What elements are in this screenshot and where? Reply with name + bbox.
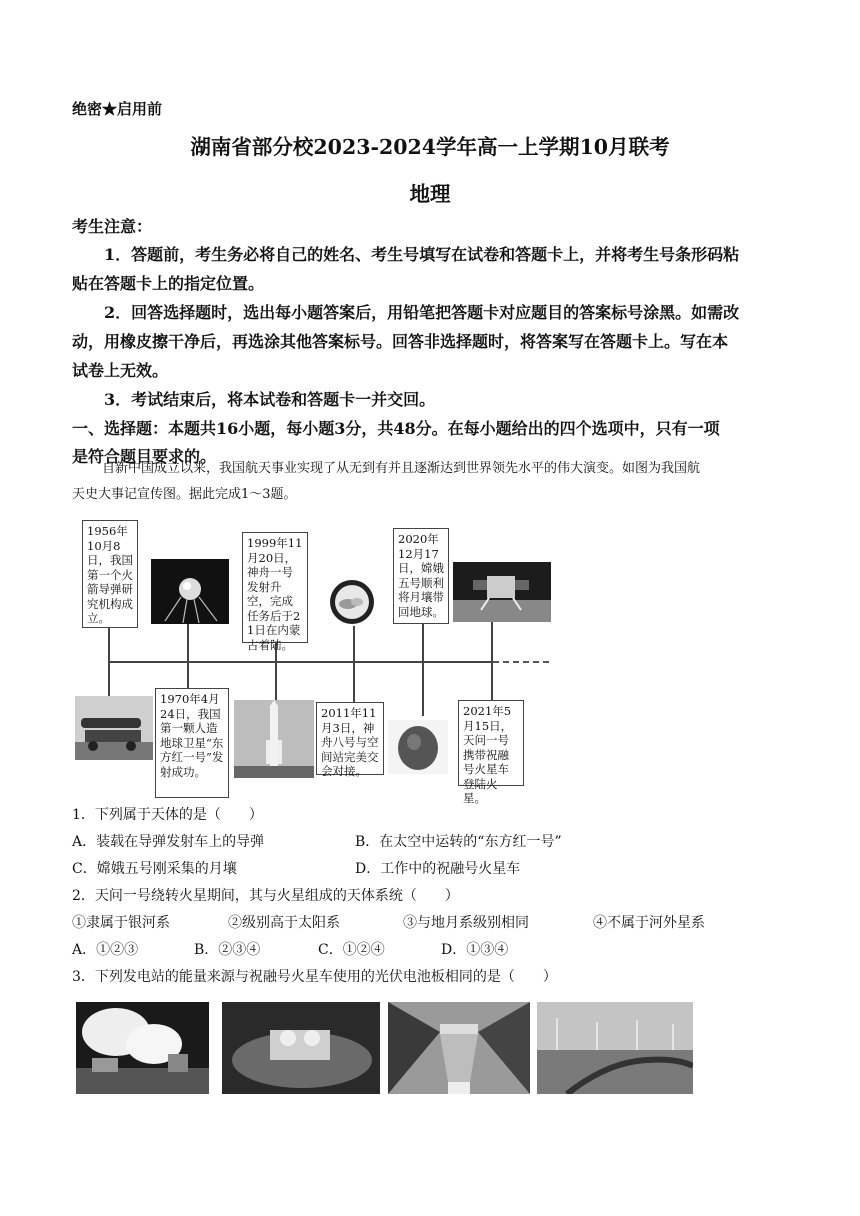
notice-1-line1: 1．答题前，考生务必将自己的姓名、考生号填写在试卷和答题卡上，并将考生号条形码粘: [104, 245, 740, 264]
notice-3-line1: 3．考试结束后，将本试卷和答题卡一并交回。: [104, 390, 436, 409]
q2-option-d[interactable]: D．①③④: [441, 942, 509, 958]
section-heading-line1: 一、选择题：本题共16小题，每小题3分，共48分。在每小题给出的四个选项中，只有一项: [72, 419, 720, 438]
q2-statement-3: ③与地月系级别相同: [403, 915, 529, 931]
event-1956: 1956年10月8日，我国第一个火箭导弹研究机构成立。: [82, 520, 138, 628]
q2-statement-4: ④不属于河外星系: [593, 915, 705, 931]
rocket-launch-photo: [234, 700, 314, 778]
q1-option-d[interactable]: D．工作中的祝融号火星车: [355, 861, 521, 877]
connector: [275, 643, 277, 703]
missile-launcher-photo: [75, 696, 153, 760]
event-1970: 1970年4月24日，我国第一颗人造地球卫星“东方红一号”发射成功。: [155, 688, 229, 798]
wind-farm-photo: [537, 1002, 693, 1094]
mars-rock-photo: [388, 720, 448, 774]
thermal-plant-photo: [76, 1002, 209, 1094]
timeline-axis: [108, 661, 493, 663]
timeline-dashed-extension: [493, 661, 549, 663]
connector: [491, 616, 493, 700]
q2-statement-2: ②级别高于太阳系: [228, 915, 340, 931]
q2-stem: 2．天问一号绕转火星期间，其与火星组成的天体系统（ ）: [72, 888, 459, 904]
q1-stem: 1．下列属于天体的是（ ）: [72, 807, 263, 823]
connector: [187, 618, 189, 696]
lunar-lander-photo: [453, 562, 551, 622]
notice-2-line2: 动，用橡皮擦干净后，再选涂其他答案标号。回答非选择题时，将答案写在答题卡上。写在本: [72, 332, 729, 351]
hydro-plant-photo: [388, 1002, 530, 1094]
q1-option-c[interactable]: C．嫦娥五号刚采集的月壤: [72, 861, 237, 877]
connector: [353, 626, 355, 702]
satellite-photo: [151, 559, 229, 624]
q1-option-a[interactable]: A．装载在导弹发射车上的导弹: [72, 834, 265, 850]
secret-label: 绝密★启用前: [72, 100, 163, 118]
q1-option-b[interactable]: B．在太空中运转的“东方红一号”: [355, 834, 562, 850]
q2-option-a[interactable]: A．①②③: [72, 942, 139, 958]
notice-block: [72, 240, 792, 414]
event-1999: 1999年11月20日，神舟一号发射升空，完成任务后于21日在内蒙古着陆。: [242, 532, 308, 643]
section-heading-line2: 是符合题目要求的。: [72, 447, 217, 466]
intro-line2: 天史大事记宣传图。据此完成1～3题。: [72, 487, 297, 502]
event-2011: 2011年11月3日，神舟八号与空间站完美交会对接。: [316, 702, 384, 775]
moon-soil-photo: [324, 578, 380, 626]
nuclear-plant-photo: [222, 1002, 380, 1094]
q2-option-c[interactable]: C．①②④: [318, 942, 385, 958]
notice-2-line3: 试卷上无效。: [72, 361, 169, 380]
connector: [422, 624, 424, 716]
notice-1-line2: 贴在答题卡上的指定位置。: [72, 274, 265, 293]
q2-option-b[interactable]: B．②③④: [194, 942, 261, 958]
notice-heading: 考生注意：: [72, 217, 153, 236]
notice-2-line1: 2．回答选择题时，选出每小题答案后，用铅笔把答题卡对应题目的答案标号涂黑。如需改: [104, 303, 740, 322]
event-2020: 2020年12月17日，嫦娥五号顺利将月壤带回地球。: [393, 528, 449, 624]
q3-stem: 3．下列发电站的能量来源与祝融号火星车使用的光伏电池板相同的是（ ）: [72, 969, 557, 985]
aerospace-timeline-figure: [72, 520, 552, 805]
exam-title: 湖南省部分校2023-2024学年高一上学期10月联考: [190, 135, 670, 159]
subject-title: 地理: [409, 182, 451, 206]
event-2021: 2021年5月15日，天问一号携带祝融号火星车登陆火星。: [458, 700, 524, 786]
intro-line1: 自新中国成立以来，我国航天事业实现了从无到有并且逐渐达到世界领先水平的伟大演变。如图为我国航: [102, 461, 701, 476]
connector: [108, 628, 110, 696]
q2-statement-1: ①隶属于银河系: [72, 915, 170, 931]
